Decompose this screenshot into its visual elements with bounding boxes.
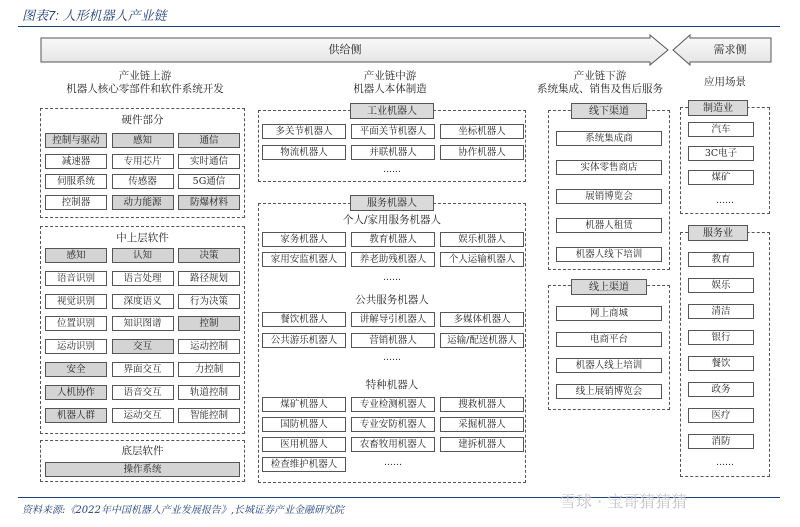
special-robot-cell: 医用机器人 [262, 437, 346, 452]
software-module-cell: 安全 [45, 362, 107, 377]
service-industry-item: 娱乐 [688, 278, 754, 293]
public-service-title: 公共服务机器人 [355, 294, 429, 306]
software-module-cell: 语音识别 [45, 271, 107, 286]
online-channel-item: 线上展销博览会 [556, 384, 662, 399]
personal-more: …… [383, 273, 401, 283]
offline-channel-item: 机器人线下培训 [556, 247, 662, 262]
special-robot-cell: 农畜牧用机器人 [351, 437, 435, 452]
application-title: 应用场景 [704, 76, 746, 88]
special-robot-cell-more: …… [384, 458, 402, 468]
software-module-cell: 轨道控制 [178, 385, 240, 400]
special-robot-cell: 煤矿机器人 [262, 397, 346, 412]
personal-robot-cell: 教育机器人 [351, 232, 435, 247]
offline-channel-label: 线下渠道 [571, 103, 647, 119]
industrial-robot-label: 工业机器人 [350, 103, 434, 119]
industrial-robot-cell: 协作机器人 [440, 145, 524, 160]
industrial-robot-cell: 物流机器人 [262, 145, 346, 160]
offline-channel-item: 实体零售商店 [556, 160, 662, 175]
public-robot-cell: 运输/配送机器人 [440, 333, 524, 348]
software-module-cell: 语音交互 [112, 385, 174, 400]
services-more: …… [716, 458, 734, 468]
manufacturing-label: 制造业 [688, 100, 748, 116]
watermark-text: 雪球 · 宝哥猜猜猜 [560, 492, 688, 511]
software-module-cell: 力控制 [178, 362, 240, 377]
software-module-cell: 感知 [45, 248, 107, 263]
software-module-cell: 机器人群 [45, 408, 107, 423]
hardware-component-cell: 防爆材料 [178, 195, 240, 210]
operating-system-cell: 操作系统 [45, 462, 240, 477]
hardware-component-cell: 感知 [112, 133, 174, 148]
hardware-title: 硬件部分 [121, 114, 164, 126]
service-industry-item: 银行 [688, 330, 754, 345]
industrial-robot-cell: 坐标机器人 [440, 124, 524, 139]
software-module-cell: 运动控制 [178, 339, 240, 354]
public-robot-cell: 多媒体机器人 [440, 312, 524, 327]
online-channel-item: 电商平台 [556, 332, 662, 347]
personal-robot-cell: 个人运输机器人 [440, 252, 524, 267]
software-module-cell: 运动识别 [45, 339, 107, 354]
manufacturing-more: …… [716, 196, 734, 206]
public-robot-cell: 营销机器人 [351, 333, 435, 348]
service-industry-item: 消防 [688, 434, 754, 449]
software-module-cell: 深度语义 [112, 294, 174, 309]
hardware-component-cell: 实时通信 [178, 154, 240, 169]
special-robot-cell: 采掘机器人 [440, 417, 524, 432]
manufacturing-item: 汽车 [688, 122, 754, 137]
manufacturing-item: 3C电子 [688, 146, 754, 161]
service-industry-item: 清洁 [688, 304, 754, 319]
online-channel-item: 网上商城 [556, 306, 662, 321]
software-module-cell: 位置识别 [45, 316, 107, 331]
hardware-component-cell: 5G通信 [178, 174, 240, 189]
base-software-title: 底层软件 [121, 445, 164, 457]
downstream-title: 产业链下游 [573, 70, 627, 82]
special-robot-cell: 搜救机器人 [440, 397, 524, 412]
personal-robot-cell: 养老助残机器人 [351, 252, 435, 267]
upstream-title: 产业链上游 [118, 70, 172, 82]
figure-title: 图表7: 人形机器人产业链 [22, 8, 167, 23]
public-robot-cell: 讲解导引机器人 [351, 312, 435, 327]
hardware-component-cell: 传感器 [112, 174, 174, 189]
software-module-cell: 运动交互 [112, 408, 174, 423]
supply-side-label: 供给侧 [328, 43, 362, 56]
special-robot-title: 特种机器人 [365, 379, 419, 391]
offline-channel-item: 机器人租赁 [556, 218, 662, 233]
hardware-component-cell: 专用芯片 [112, 154, 174, 169]
middleware-title: 中上层软件 [116, 232, 169, 244]
services-label: 服务业 [688, 225, 748, 241]
manufacturing-item: 煤矿 [688, 170, 754, 185]
industrial-robot-cell: 多关节机器人 [262, 124, 346, 139]
service-robot-label: 服务机器人 [350, 195, 434, 211]
industrial-robot-cell: 并联机器人 [351, 145, 435, 160]
upstream-subtitle: 机器人核心零部件和软件系统开发 [66, 83, 224, 95]
software-module-cell: 认知 [112, 248, 174, 263]
public-more: …… [383, 353, 401, 363]
special-robot-cell: 专业安防机器人 [351, 417, 435, 432]
service-industry-item: 餐饮 [688, 356, 754, 371]
midstream-subtitle: 机器人本体制造 [353, 83, 427, 95]
personal-service-title: 个人/家用服务机器人 [342, 214, 442, 226]
source-note: 资料来源:《2022年中国机器人产业发展报告》,长城证券产业金融研究院 [22, 505, 344, 516]
special-robot-cell: 检查维护机器人 [262, 457, 346, 472]
title-rule [18, 26, 780, 27]
public-robot-cell: 餐饮机器人 [262, 312, 346, 327]
service-industry-item: 教育 [688, 252, 754, 267]
hardware-component-cell: 控制器 [45, 195, 107, 210]
personal-robot-cell: 家用安监机器人 [262, 252, 346, 267]
industrial-robot-cell: 平面关节机器人 [351, 124, 435, 139]
software-module-cell: 视觉识别 [45, 294, 107, 309]
software-module-cell: 知识图谱 [112, 316, 174, 331]
service-industry-item: 医疗 [688, 408, 754, 423]
software-module-cell: 智能控制 [178, 408, 240, 423]
special-robot-cell: 专业检测机器人 [351, 397, 435, 412]
software-module-cell: 人机协作 [45, 385, 107, 400]
software-module-cell: 路径规划 [178, 271, 240, 286]
personal-robot-cell: 家务机器人 [262, 232, 346, 247]
online-channel-item: 机器人线上培训 [556, 358, 662, 373]
special-robot-cell: 建拆机器人 [440, 437, 524, 452]
software-module-cell: 语言处理 [112, 271, 174, 286]
special-robot-cell: 国防机器人 [262, 417, 346, 432]
midstream-title: 产业链中游 [363, 70, 417, 82]
online-channel-label: 线上渠道 [571, 279, 647, 295]
hardware-component-cell: 通信 [178, 133, 240, 148]
offline-channel-item: 展销博览会 [556, 189, 662, 204]
software-module-cell: 行为决策 [178, 294, 240, 309]
industrial-more: …… [383, 165, 401, 175]
software-module-cell: 界面交互 [112, 362, 174, 377]
hardware-component-cell: 伺服系统 [45, 174, 107, 189]
software-module-cell: 控制 [178, 316, 240, 331]
hardware-component-cell: 减速器 [45, 154, 107, 169]
demand-side-label: 需求侧 [713, 43, 747, 56]
public-robot-cell: 公共游乐机器人 [262, 333, 346, 348]
software-module-cell: 交互 [112, 339, 174, 354]
software-module-cell: 决策 [178, 248, 240, 263]
hardware-component-cell: 控制与驱动 [45, 133, 107, 148]
offline-channel-item: 系统集成商 [556, 131, 662, 146]
service-industry-item: 政务 [688, 382, 754, 397]
personal-robot-cell: 娱乐机器人 [440, 232, 524, 247]
hardware-component-cell: 动力能源 [112, 195, 174, 210]
downstream-subtitle: 系统集成、销售及售后服务 [537, 83, 663, 95]
